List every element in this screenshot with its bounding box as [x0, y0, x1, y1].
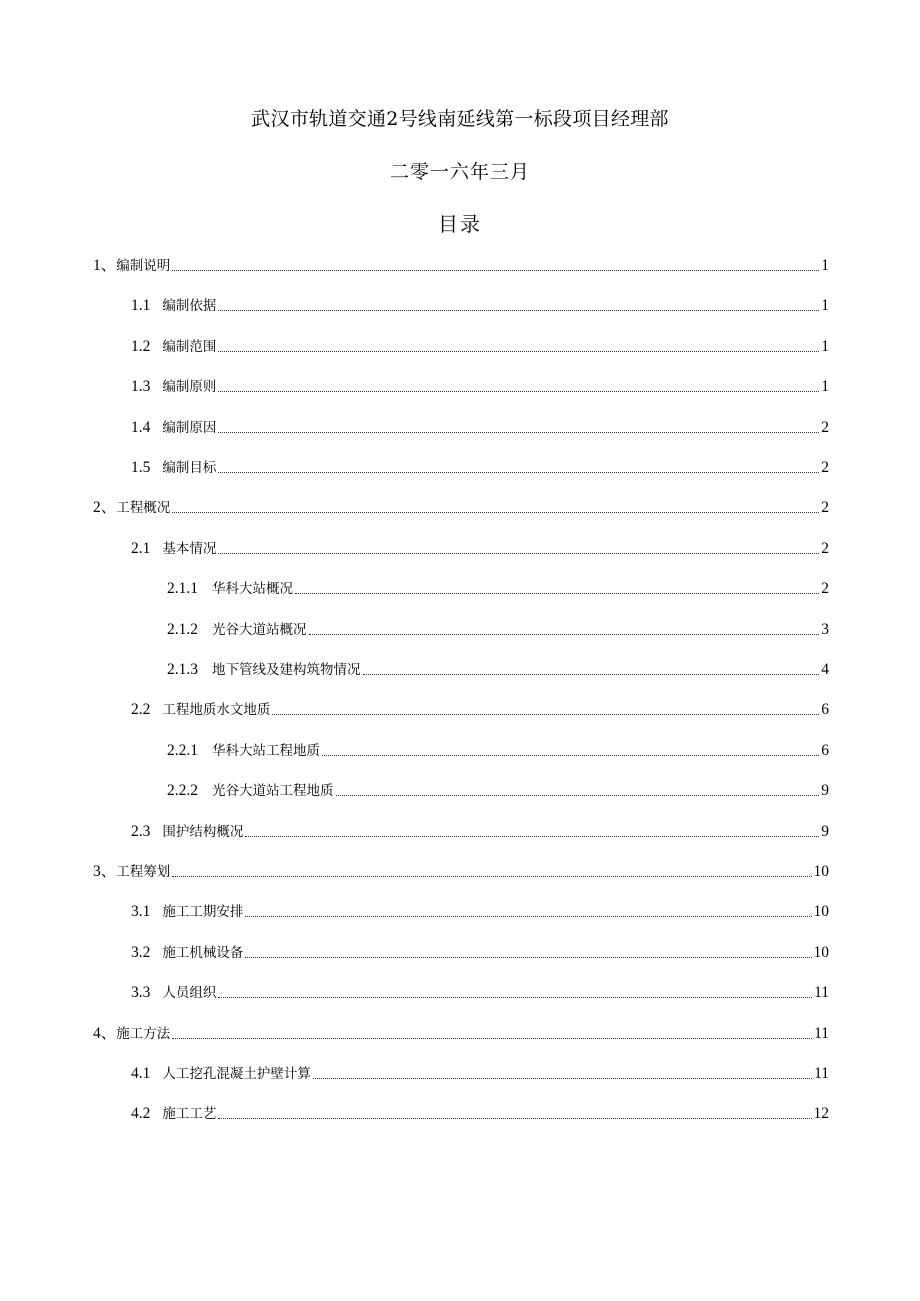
toc-entry-title: 工程地质水文地质	[162, 702, 271, 718]
toc-entry-number: 4、	[93, 1025, 117, 1042]
toc-dot-leader	[218, 310, 819, 311]
toc-entry-number: 3、	[93, 863, 117, 880]
toc-entry[interactable]	[93, 1024, 829, 1044]
toc-entry[interactable]	[93, 498, 829, 518]
toc-entry-title: 编制原则	[162, 379, 217, 395]
toc-dot-leader	[245, 836, 819, 837]
toc-entry-page: 6	[821, 742, 829, 759]
toc-entry-number: 2.1.2	[167, 621, 198, 638]
toc-dot-leader	[336, 795, 820, 796]
toc-entry-title: 编制说明	[116, 258, 171, 274]
toc-entry-title: 施工工期安排	[162, 904, 244, 920]
toc-entry[interactable]	[167, 579, 829, 599]
toc-entry-page: 1	[821, 378, 829, 395]
toc-entry-page: 2	[821, 499, 829, 516]
toc-entry-page: 10	[813, 903, 829, 920]
toc-heading: 目录	[438, 212, 482, 236]
toc-entry[interactable]	[131, 377, 829, 397]
toc-entry[interactable]	[131, 700, 829, 720]
toc-entry-page: 2	[821, 419, 829, 436]
toc-entry-title: 华科大站概况	[212, 581, 293, 597]
toc-dot-leader	[272, 714, 819, 715]
toc-entry-number: 2、	[93, 499, 117, 516]
toc-dot-leader	[218, 997, 812, 998]
toc-entry-number: 2.2	[131, 701, 151, 718]
toc-entry-page: 12	[813, 1105, 829, 1122]
toc-dot-leader	[309, 634, 820, 635]
toc-entry-title: 人工挖孔混凝土护壁计算	[162, 1066, 311, 1082]
toc-entry-title: 光谷大道站工程地质	[212, 783, 334, 799]
toc-entry[interactable]	[167, 620, 829, 640]
toc-dot-leader	[245, 957, 811, 958]
toc-entry[interactable]	[93, 862, 829, 882]
toc-entry-page: 1	[821, 338, 829, 355]
toc-dot-leader	[363, 674, 820, 675]
toc-entry-number: 4.2	[131, 1105, 151, 1122]
toc-dot-leader	[218, 472, 819, 473]
toc-entry-title: 工程筹划	[116, 864, 171, 880]
toc-entry-page: 6	[821, 701, 829, 718]
toc-entry[interactable]	[93, 256, 829, 276]
toc-entry-title: 人员组织	[162, 985, 217, 1001]
toc-entry-title: 施工工艺	[162, 1106, 217, 1122]
toc-dot-leader	[245, 916, 811, 917]
toc-entry-page: 1	[821, 297, 829, 314]
toc-entry-page: 11	[814, 984, 829, 1001]
toc-entry-page: 11	[814, 1065, 829, 1082]
toc-dot-leader	[322, 755, 819, 756]
toc-entry[interactable]	[131, 458, 829, 478]
toc-entry[interactable]	[131, 983, 829, 1003]
toc-entry-page: 9	[821, 823, 829, 840]
toc-entry[interactable]	[131, 822, 829, 842]
toc-entry[interactable]	[167, 741, 829, 761]
toc-entry-page: 2	[821, 459, 829, 476]
toc-entry-number: 1.5	[131, 459, 151, 476]
toc-entry[interactable]	[167, 781, 829, 801]
toc-entry-number: 1.2	[131, 338, 151, 355]
toc-entry-title: 编制原因	[162, 420, 217, 436]
toc-entry-title: 施工机械设备	[162, 945, 244, 961]
toc-entry-page: 10	[813, 863, 829, 880]
toc-dot-leader	[218, 432, 819, 433]
toc-entry-title: 编制范围	[162, 339, 217, 355]
toc-entry-number: 1.1	[131, 297, 151, 314]
toc-entry-number: 4.1	[131, 1065, 151, 1082]
toc-entry-number: 1、	[93, 257, 117, 274]
toc-entry-title: 编制依据	[162, 298, 217, 314]
toc-entry[interactable]	[131, 539, 829, 559]
toc-entry[interactable]	[131, 943, 829, 963]
toc-entry-page: 9	[821, 782, 829, 799]
toc-entry-title: 工程概况	[116, 500, 171, 516]
toc-dot-leader	[218, 351, 819, 352]
toc-entry[interactable]	[131, 337, 829, 357]
toc-entry-page: 3	[821, 621, 829, 638]
toc-entry-number: 1.4	[131, 419, 151, 436]
toc-entry-page: 1	[821, 257, 829, 274]
document-date: 二零一六年三月	[389, 161, 530, 183]
toc-entry-title: 编制目标	[162, 460, 217, 476]
toc-dot-leader	[172, 512, 819, 513]
toc-dot-leader	[218, 391, 819, 392]
toc-entry-number: 2.2.2	[167, 782, 198, 799]
toc-entry[interactable]	[131, 1064, 829, 1084]
toc-dot-leader	[172, 1038, 812, 1039]
toc-entry-number: 3.2	[131, 944, 151, 961]
toc-dot-leader	[218, 1118, 811, 1119]
toc-dot-leader	[218, 553, 819, 554]
organization-title: 武汉市轨道交通2号线南延线第一标段项目经理部	[251, 108, 669, 130]
toc-entry[interactable]	[131, 902, 829, 922]
toc-dot-leader	[313, 1078, 812, 1079]
toc-entry-number: 1.3	[131, 378, 151, 395]
toc-entry-page: 10	[813, 944, 829, 961]
toc-dot-leader	[172, 876, 811, 877]
toc-entry-title: 光谷大道站概况	[212, 622, 307, 638]
toc-entry-number: 2.1.1	[167, 580, 198, 597]
toc-entry-number: 2.1	[131, 540, 151, 557]
toc-entry-page: 11	[814, 1025, 829, 1042]
toc-entry[interactable]	[131, 296, 829, 316]
toc-entry-title: 地下管线及建构筑物情况	[212, 662, 361, 678]
toc-entry-title: 围护结构概况	[162, 824, 244, 840]
toc-entry-title: 施工方法	[116, 1026, 171, 1042]
toc-dot-leader	[172, 270, 819, 271]
toc-entry-number: 2.3	[131, 823, 151, 840]
toc-entry-number: 3.3	[131, 984, 151, 1001]
toc-entry-page: 2	[821, 580, 829, 597]
toc-entry[interactable]	[131, 1104, 829, 1124]
toc-entry-number: 2.1.3	[167, 661, 198, 678]
toc-entry-page: 4	[821, 661, 829, 678]
toc-entry-number: 3.1	[131, 903, 151, 920]
toc-entry[interactable]	[131, 418, 829, 438]
toc-entry-page: 2	[821, 540, 829, 557]
toc-dot-leader	[295, 593, 819, 594]
toc-entry-number: 2.2.1	[167, 742, 198, 759]
toc-entry[interactable]	[167, 660, 829, 680]
toc-entry-title: 华科大站工程地质	[212, 743, 320, 759]
toc-entry-title: 基本情况	[162, 541, 217, 557]
